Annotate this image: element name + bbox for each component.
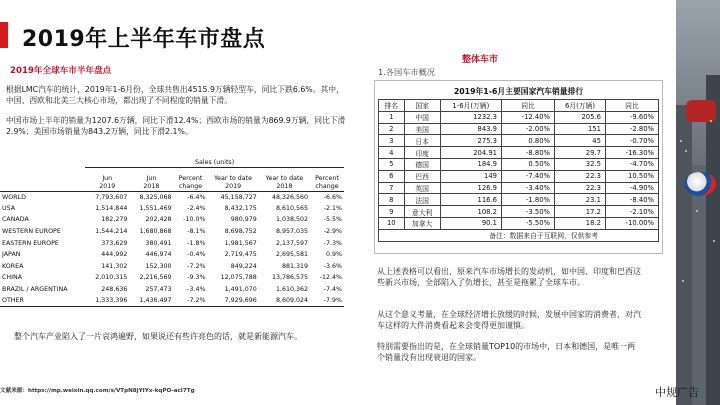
- ranking-cell: 6: [379, 170, 405, 182]
- globe-logo-icon: [684, 172, 716, 196]
- ranking-cell: -12.40%: [502, 111, 555, 123]
- ranking-cell: 29.7: [555, 147, 606, 159]
- city-photo-strip: [676, 0, 720, 405]
- sales-value-cell: 849,224: [230, 262, 257, 270]
- window-light: [685, 150, 687, 152]
- sales-header-cell: [0, 167, 85, 191]
- ranking-row: [379, 170, 659, 182]
- sales-row: [0, 284, 344, 296]
- sales-header-cell: Jun 2019: [85, 167, 129, 191]
- right-paragraph-3: 特别需要指出的是，在全球销量TOP10的市场中，日本和德国，是唯一两个销量没有出现衰退的国家。: [377, 342, 636, 363]
- billboard-shape: [686, 100, 716, 122]
- ranking-cell: 275.3: [440, 135, 501, 147]
- ranking-cell: 德国: [404, 158, 440, 170]
- sales-value-cell: -5.5%: [323, 216, 342, 224]
- ranking-note-row: [379, 229, 659, 241]
- ranking-cell: -16.30%: [605, 147, 658, 159]
- ranking-cell: -10.00%: [605, 217, 658, 229]
- ranking-cell: 90.1: [440, 217, 501, 229]
- sales-value-cell: 2,719,475: [224, 251, 257, 259]
- sales-region-cell: USA: [2, 204, 16, 212]
- ranking-cell: 印度: [404, 147, 440, 159]
- ranking-cell: 32.5: [555, 158, 606, 170]
- sales-value-cell: 446,974: [145, 251, 172, 259]
- sales-value-cell: -7.2%: [187, 297, 206, 305]
- ranking-cell: -2.10%: [605, 206, 658, 218]
- left-paragraph-3: 整个汽车产业陷入了一片哀鸿遍野，如果说还有些许亮色的话，就是新能源汽车。: [14, 332, 302, 341]
- sales-value-cell: 45,158,727: [220, 193, 257, 201]
- sales-value-cell: 1,491,070: [224, 286, 257, 294]
- ranking-cell: 法国: [404, 194, 440, 206]
- ranking-row: [379, 111, 659, 123]
- sales-value-cell: 2,010,315: [95, 274, 128, 282]
- sales-value-cell: 152,300: [145, 262, 172, 270]
- ranking-cell: 205.6: [555, 111, 606, 123]
- sales-row: [0, 272, 344, 284]
- sales-value-cell: 373,629: [101, 239, 128, 247]
- left-paragraph-2: 中国市场上半年的销量为1207.6万辆，同比下滑12.4%；西欧市场的销量为869.9万辆，同比下滑2.9%；美国市场销量为843.2万辆，同比下滑2.1%。: [6, 116, 346, 136]
- ranking-cell: 22.3: [555, 182, 606, 194]
- sales-value-cell: 8,609,024: [275, 297, 309, 305]
- sales-value-cell: 2,695,581: [275, 251, 309, 259]
- ranking-row: [379, 135, 659, 147]
- ranking-cell: 0.50%: [502, 158, 555, 170]
- ranking-cell: -2.80%: [605, 123, 658, 135]
- ranking-header-cell: 1-6月(万辆): [440, 100, 501, 112]
- sales-row: [0, 237, 344, 249]
- ranking-cell: 22.3: [555, 170, 606, 182]
- ranking-row: [379, 147, 659, 159]
- ranking-cell: -5.50%: [502, 217, 555, 229]
- ranking-row: [379, 217, 659, 229]
- ranking-cell: 0.80%: [502, 135, 555, 147]
- ranking-cell: 1: [379, 111, 405, 123]
- global-sales-table: [0, 157, 344, 308]
- sales-value-cell: -6.4%: [187, 193, 206, 201]
- sales-value-cell: 1,544,214: [95, 228, 128, 236]
- ranking-cell: 151: [555, 123, 606, 135]
- sales-header-row: [0, 167, 344, 191]
- sales-value-cell: -7.2%: [187, 262, 206, 270]
- window-light: [713, 240, 715, 242]
- sales-region-cell: JAPAN: [2, 251, 21, 259]
- ranking-cell: 英国: [404, 182, 440, 194]
- ranking-cell: -9.60%: [605, 111, 658, 123]
- source-citation[interactable]: 文献来源：https://mp.weixin.qq.com/s/VTpN8jYIYx-kqPO-acI7Tg: [0, 388, 195, 394]
- sales-value-cell: -7.3%: [323, 239, 342, 247]
- sales-value-cell: 202,428: [145, 216, 172, 224]
- left-section-title: 2019年全球车市半年盘点: [10, 66, 112, 76]
- ranking-header-cell: 国家: [404, 100, 440, 112]
- ranking-cell: 5: [379, 158, 405, 170]
- ranking-cell: 3: [379, 135, 405, 147]
- ranking-cell: 7: [379, 182, 405, 194]
- ranking-table-card: [374, 80, 663, 254]
- sales-row: [0, 214, 344, 226]
- sales-value-cell: 0.9%: [326, 251, 342, 259]
- sales-value-cell: 48,326,560: [271, 193, 309, 201]
- ranking-row: [379, 123, 659, 135]
- sales-header-cell: Year to date 2019: [207, 167, 258, 191]
- brand-watermark: 中规广告: [655, 386, 699, 399]
- ranking-cell: 108.2: [440, 206, 501, 218]
- ranking-cell: 18.2: [555, 217, 606, 229]
- ranking-cell: -8.80%: [502, 147, 555, 159]
- sales-row: [0, 203, 344, 215]
- sales-value-cell: -2.1%: [323, 204, 342, 212]
- left-paragraph-1: 根据LMC汽车的统计，2019年1-6月份，全球共售出4515.9万辆轻型车，同比下跌6.6%。其中，中国、西欧和北美三大核心市场，都出现了不同程度的销量下滑。: [6, 85, 344, 105]
- ranking-cell: 8: [379, 194, 405, 206]
- sales-region-cell: KOREA: [2, 262, 24, 270]
- sales-value-cell: 1,680,868: [139, 228, 172, 236]
- sales-header-cell: Percent change: [310, 167, 344, 191]
- ranking-cell: 184.9: [440, 158, 501, 170]
- sales-value-cell: 2,216,569: [139, 274, 172, 282]
- sales-value-cell: -12.4%: [319, 274, 342, 282]
- sales-value-cell: 8,432,175: [224, 204, 257, 212]
- sales-value-cell: 7,793,607: [95, 193, 128, 201]
- window-light: [680, 140, 682, 142]
- ranking-header-cell: 同比: [502, 100, 555, 112]
- sales-value-cell: 141,302: [101, 262, 128, 270]
- window-light: [682, 280, 684, 282]
- ranking-cell: 加拿大: [404, 217, 440, 229]
- ranking-row: [379, 206, 659, 218]
- ranking-cell: -3.50%: [502, 206, 555, 218]
- ranking-cell: 9: [379, 206, 405, 218]
- sales-region-cell: EASTERN EUROPE: [2, 239, 59, 247]
- ranking-cell: 10: [379, 217, 405, 229]
- sales-value-cell: 8,325,068: [139, 193, 172, 201]
- right-paragraph-2: 从这个意义考量，在全球经济增长放缓的时候，发展中国家的消费者，对汽车这样的大件消费看起来会变得更加谨慎。: [377, 310, 641, 331]
- ranking-table: [378, 99, 659, 242]
- sales-value-cell: 881,319: [281, 262, 309, 270]
- sales-value-cell: -7.4%: [323, 286, 342, 294]
- ranking-header-cell: 6月(万辆): [555, 100, 606, 112]
- page-title: 2019年上半年车市盘点: [22, 27, 266, 52]
- ranking-cell: -7.40%: [502, 170, 555, 182]
- sales-region-cell: WESTERN EUROPE: [2, 228, 61, 236]
- sales-value-cell: 8,698,752: [224, 228, 257, 236]
- sales-value-cell: -1.8%: [187, 239, 206, 247]
- sales-header-cell: [0, 157, 85, 167]
- ranking-cell: 4: [379, 147, 405, 159]
- sales-value-cell: -3.6%: [323, 262, 342, 270]
- ranking-cell: 23.1: [555, 194, 606, 206]
- sales-value-cell: 8,957,035: [275, 228, 309, 236]
- sales-value-cell: 182,279: [101, 216, 128, 224]
- ranking-header-cell: 同比: [605, 100, 658, 112]
- sales-value-cell: 1,514,844: [95, 204, 128, 212]
- window-light: [696, 210, 698, 212]
- building-shape: [676, 105, 692, 405]
- sales-header-cell: Percent change: [174, 167, 208, 191]
- ranking-cell: -8.40%: [605, 194, 658, 206]
- ranking-cell: 1232.3: [440, 111, 501, 123]
- sales-value-cell: 444,992: [101, 251, 128, 259]
- sales-value-cell: -8.1%: [187, 228, 206, 236]
- ranking-cell: -2.00%: [502, 123, 555, 135]
- ranking-cell: 日本: [404, 135, 440, 147]
- sales-value-cell: 1,436,497: [139, 297, 172, 305]
- ranking-table-title: 2019年1-6月主要国家汽车销量排行: [453, 87, 584, 96]
- sales-bottom-rule: [0, 307, 344, 308]
- sales-value-cell: -6.6%: [323, 193, 342, 201]
- sales-value-cell: -10.0%: [183, 216, 206, 224]
- sales-value-cell: 8,610,565: [275, 204, 309, 212]
- ranking-cell: -4.90%: [605, 182, 658, 194]
- sales-value-cell: 1,038,502: [275, 216, 309, 224]
- ranking-cell: -4.70%: [605, 158, 658, 170]
- title-accent-bar: [0, 22, 8, 48]
- sales-value-cell: -2.4%: [187, 204, 206, 212]
- ranking-note: 备注：数据来自于互联网，仅供参考: [379, 229, 659, 241]
- ranking-cell: 116.6: [440, 194, 501, 206]
- ranking-cell: -1.80%: [502, 194, 555, 206]
- sales-value-cell: -7.9%: [323, 297, 342, 305]
- sales-value-cell: -9.3%: [187, 274, 206, 282]
- ranking-row: [379, 194, 659, 206]
- sales-value-cell: 380,491: [145, 239, 172, 247]
- ranking-cell: 巴西: [404, 170, 440, 182]
- sales-value-cell: 980,979: [230, 216, 257, 224]
- sales-value-cell: -0.4%: [187, 251, 206, 259]
- ranking-cell: -0.70%: [605, 135, 658, 147]
- sales-value-cell: 2,137,597: [275, 239, 309, 247]
- sales-value-cell: -2.9%: [323, 228, 342, 236]
- ranking-cell: 10.50%: [605, 170, 658, 182]
- ranking-header-row: [379, 100, 659, 112]
- sales-value-cell: 1,333,396: [95, 297, 128, 305]
- ranking-cell: 2: [379, 123, 405, 135]
- sales-value-cell: 248,636: [101, 286, 128, 294]
- sales-row: [0, 226, 344, 238]
- sales-header-cell: Year to date 2018: [259, 167, 310, 191]
- ranking-cell: 843.9: [440, 123, 501, 135]
- sales-value-cell: 1,981,567: [224, 239, 257, 247]
- sales-region-cell: WORLD: [2, 193, 26, 201]
- sales-value-cell: 13,786,575: [271, 274, 309, 282]
- ranking-cell: 中国: [404, 111, 440, 123]
- sales-super-header: Sales (units): [85, 157, 344, 167]
- ranking-row: [379, 158, 659, 170]
- ranking-cell: 204.91: [440, 147, 501, 159]
- right-section-title: 整体车市: [462, 55, 499, 65]
- window-light: [710, 120, 712, 122]
- sales-value-cell: 1,610,362: [275, 286, 309, 294]
- sales-value-cell: -3.4%: [187, 286, 206, 294]
- sales-value-cell: 257,473: [145, 286, 172, 294]
- ranking-cell: 17.2: [555, 206, 606, 218]
- ranking-cell: 意大利: [404, 206, 440, 218]
- ranking-row: [379, 182, 659, 194]
- ranking-header-cell: 排名: [379, 100, 405, 112]
- sales-row: [0, 261, 344, 273]
- sales-row: [0, 295, 344, 307]
- sales-region-cell: BRAZIL / ARGENTINA: [2, 286, 68, 294]
- right-paragraph-1: 从上述表格可以看出，原来汽车市场增长的发动机，如中国、印度和巴西这些新兴市场，全部陷入了负增长，甚至是拖累了全球车市。: [377, 267, 641, 288]
- sales-value-cell: 7,929,696: [224, 297, 257, 305]
- building-shape: [692, 165, 706, 405]
- sales-header-cell: Jun 2018: [129, 167, 173, 191]
- sales-row: [0, 191, 344, 203]
- ranking-cell: 126.9: [440, 182, 501, 194]
- ranking-cell: -3.40%: [502, 182, 555, 194]
- figure-label: 1.各国车市概况: [378, 67, 435, 77]
- sales-region-cell: CANADA: [2, 216, 29, 224]
- sales-rule-cell: [0, 307, 344, 308]
- sales-super-header-row: [0, 157, 344, 167]
- sales-row: [0, 249, 344, 261]
- ranking-cell: 149: [440, 170, 501, 182]
- sales-region-cell: OTHER: [2, 297, 24, 305]
- sales-value-cell: 12,075,788: [220, 274, 257, 282]
- sales-value-cell: 1,551,469: [139, 204, 172, 212]
- ranking-cell: 45: [555, 135, 606, 147]
- sales-region-cell: CHINA: [2, 274, 23, 282]
- ranking-cell: 美国: [404, 123, 440, 135]
